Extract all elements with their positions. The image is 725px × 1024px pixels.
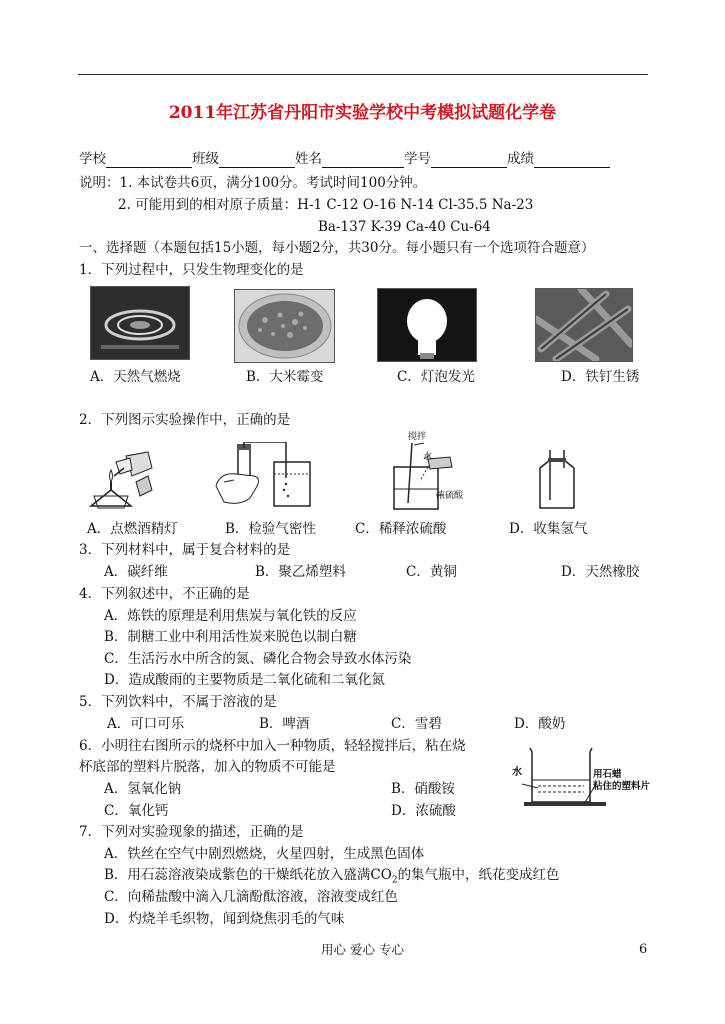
- class-blank[interactable]: [219, 153, 295, 168]
- label-water: 水: [423, 452, 433, 462]
- q1-stem: 1．下列过程中，只发生物理变化的是: [79, 262, 304, 278]
- q2-option-d[interactable]: D．收集氢气: [509, 521, 588, 537]
- q5-stem: 5．下列饮料中，不属于溶液的是: [79, 694, 277, 710]
- field-number: 学号: [404, 151, 431, 167]
- field-score: 成绩: [507, 151, 534, 167]
- q1-option-d[interactable]: D．铁钉生锈: [561, 369, 640, 385]
- q2-stem: 2．下列图示实验操作中，正确的是: [79, 412, 291, 428]
- q3-option-b[interactable]: B．聚乙烯塑料: [255, 564, 346, 580]
- label-acid: 浓硫酸: [436, 491, 464, 501]
- q7-option-c[interactable]: C．向稀盐酸中滴入几滴酚酞溶液，溶液变成红色: [104, 889, 398, 905]
- q5-option-b[interactable]: B．啤酒: [259, 716, 310, 732]
- q6-stem-line2: 杯底部的塑料片脱落，加入的物质不可能是: [79, 759, 336, 775]
- q7-option-b[interactable]: [104, 866, 560, 890]
- q1-option-c[interactable]: C．灯泡发光: [397, 369, 475, 385]
- q1-option-a[interactable]: A．天然气燃烧: [90, 369, 181, 385]
- q2-option-c[interactable]: C．稀释浓硫酸: [355, 521, 447, 537]
- q5-option-d[interactable]: D．酸奶: [514, 716, 566, 732]
- airtightness-test-figure: [210, 442, 322, 512]
- q4-option-c[interactable]: C．生活污水中所含的氮、磷化合物会导致水体污染: [104, 651, 412, 667]
- page-footer: 用心 爱心 专心: [321, 942, 404, 957]
- school-blank[interactable]: [106, 153, 192, 168]
- q1-option-b[interactable]: B．大米霉变: [246, 369, 324, 385]
- q7-option-b-pre: B．用石蕊溶液染成紫色的干燥纸花放入盛满CO: [104, 867, 392, 883]
- q2-option-a[interactable]: A．点燃酒精灯: [87, 521, 178, 537]
- note-1: 说明：1. 本试卷共6页，满分100分。考试时间100分钟。: [79, 175, 427, 191]
- dilute-acid-figure: [384, 437, 464, 515]
- q6-option-a[interactable]: A．氢氧化钠: [104, 781, 182, 797]
- field-school: 学校: [79, 151, 106, 167]
- info-fields: [79, 150, 610, 168]
- label-stir: 搅拌: [408, 432, 427, 442]
- q5-option-c[interactable]: C．雪碧: [391, 716, 442, 732]
- q4-option-b[interactable]: B．制糖工业中利用活性炭来脱色以制白糖: [104, 629, 357, 645]
- q4-stem: 4．下列叙述中，不正确的是: [79, 586, 250, 602]
- q4-option-a[interactable]: A．炼铁的原理是利用焦炭与氧化铁的反应: [104, 608, 357, 624]
- alcohol-lamp-figure: [86, 446, 156, 512]
- page-number: 6: [639, 942, 648, 957]
- q7-stem: 7．下列对实验现象的描述，正确的是: [79, 824, 304, 840]
- section-heading: 一、选择题（本题包括15小题，每小题2分，共30分。每小题只有一个选项符合题意）: [79, 240, 595, 256]
- q7-option-b-post: 的集气瓶中，纸花变成红色: [397, 867, 560, 883]
- q3-stem: 3．下列材料中，属于复合材料的是: [79, 542, 291, 558]
- collect-hydrogen-figure: [534, 448, 580, 512]
- page-title: 2011年江苏省丹阳市实验学校中考模拟试题化学卷: [168, 103, 557, 123]
- rusty-nails-photo: [535, 288, 633, 362]
- q5-option-a[interactable]: A．可口可乐: [107, 716, 185, 732]
- moldy-rice-photo: [234, 289, 335, 363]
- beaker-label-plastic: 粘住的塑料片: [593, 781, 651, 792]
- q6-option-b[interactable]: B．硝酸铵: [391, 781, 455, 797]
- q6-option-d[interactable]: D．浓硫酸: [391, 803, 456, 819]
- q3-option-d[interactable]: D．天然橡胶: [561, 564, 640, 580]
- beaker-label-water: 水: [512, 767, 522, 778]
- gas-stove-photo: [90, 286, 190, 360]
- q2-option-b[interactable]: B．检验气密性: [225, 521, 316, 537]
- note-3: Ba-137 K-39 Ca-40 Cu-64: [318, 219, 491, 235]
- score-blank[interactable]: [534, 153, 610, 168]
- note-2: 2. 可能用到的相对原子质量：H-1 C-12 O-16 N-14 Cl-35.5 Na-23: [118, 197, 534, 213]
- q3-option-a[interactable]: A．碳纤维: [104, 564, 168, 580]
- beaker-figure: [510, 744, 640, 816]
- q6-option-c[interactable]: C．氧化钙: [104, 803, 169, 819]
- q7-option-d[interactable]: D．灼烧羊毛织物，闻到烧焦羽毛的气味: [104, 911, 345, 927]
- q7-option-b-sub: 2: [391, 875, 398, 886]
- q3-option-c[interactable]: C．黄铜: [406, 564, 457, 580]
- light-bulb-photo: [377, 288, 477, 362]
- field-class: 班级: [192, 151, 219, 167]
- q6-stem-line1: 6．小明往右图所示的烧杯中加入一种物质，轻轻搅拌后，粘在烧: [79, 738, 466, 754]
- header-rule: [78, 74, 648, 75]
- q4-option-d[interactable]: D．造成酸雨的主要物质是二氧化硫和二氧化氮: [104, 672, 385, 688]
- number-blank[interactable]: [431, 153, 507, 168]
- field-name: 姓名: [295, 151, 322, 167]
- q7-option-a[interactable]: A．铁丝在空气中剧烈燃烧，火星四射，生成黑色固体: [104, 846, 425, 862]
- name-blank[interactable]: [322, 153, 404, 168]
- beaker-label-wax: 用石蜡: [593, 769, 622, 780]
